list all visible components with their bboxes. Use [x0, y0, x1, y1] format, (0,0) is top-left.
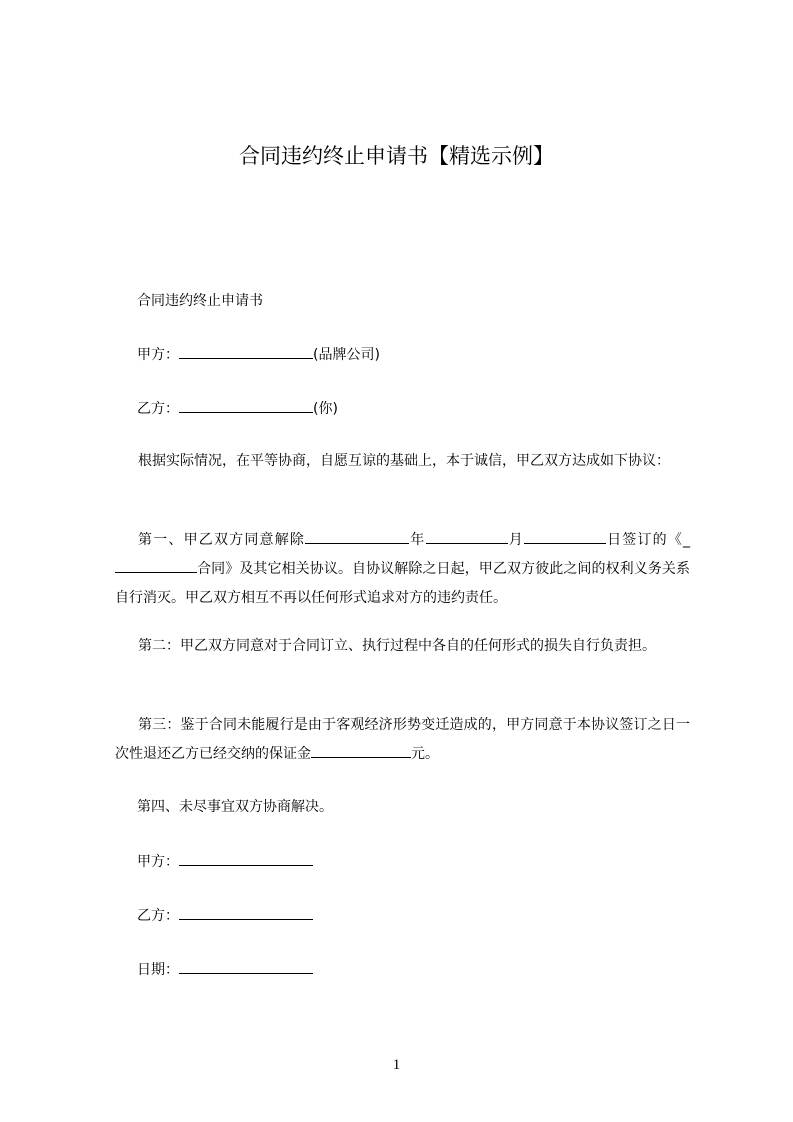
clause-four: 第四、未尽事宜双方协商解决。	[137, 799, 333, 815]
party-a-note: (品牌公司)	[313, 347, 380, 363]
clause-one-blank-b	[426, 529, 508, 544]
party-b-note: (你)	[313, 401, 338, 417]
page-number: 1	[392, 1057, 401, 1073]
signature-date-line	[137, 959, 313, 980]
clause-one-month: 月	[507, 532, 524, 548]
clause-one-paragraph	[115, 526, 690, 613]
document-heading: 合同违约终止申请书	[137, 293, 263, 309]
signature-party-b-blank	[179, 905, 313, 920]
signature-party-b-line	[137, 905, 313, 926]
clause-one-day: 日签订的《_	[605, 532, 691, 548]
clause-three-blank	[311, 743, 411, 758]
clause-three-prefix: 第三：鉴于合同未能履行是由于客观经济形势变迁造成的，甲方同意于本协议签订之日一次性退还乙方已经交纳的保证金	[115, 717, 690, 762]
clause-two-paragraph: 第二：甲乙双方同意对于合同订立、执行过程中各自的任何形式的损失自行负责担。	[138, 638, 656, 654]
party-b-label: 乙方：	[137, 401, 179, 417]
signature-party-a-line	[137, 851, 313, 872]
clause-one-blank-a	[305, 529, 409, 544]
intro-paragraph: 根据实际情况，在平等协商，自愿互谅的基础上，本于诚信，甲乙双方达成如下协议：	[138, 453, 670, 469]
signature-date-label: 日期：	[137, 962, 179, 978]
party-a-label: 甲方：	[137, 347, 179, 363]
clause-one-suffix: 合同》及其它相关协议。自协议解除之日起，甲乙双方彼此之间的权利义务关系自行消灭。甲乙双方相互不再以任何形式追求对方的违约责任。	[115, 561, 690, 606]
party-a-line	[137, 344, 380, 365]
clause-one-prefix: 第一、甲乙双方同意解除	[138, 532, 306, 548]
document-title: 合同违约终止申请书【精选示例】	[239, 144, 554, 168]
signature-date-blank	[179, 959, 313, 974]
signature-party-a-label: 甲方：	[137, 854, 179, 870]
clause-one-year: 年	[409, 532, 426, 548]
signature-party-a-blank	[179, 851, 313, 866]
clause-one-blank-c	[524, 529, 606, 544]
clause-three-suffix: 元。	[411, 746, 439, 762]
party-b-blank	[179, 398, 313, 413]
clause-one-blank-d	[115, 558, 197, 573]
party-a-blank	[179, 344, 313, 359]
signature-party-b-label: 乙方：	[137, 908, 179, 924]
clause-three-paragraph	[115, 711, 690, 769]
party-b-line	[137, 398, 338, 419]
